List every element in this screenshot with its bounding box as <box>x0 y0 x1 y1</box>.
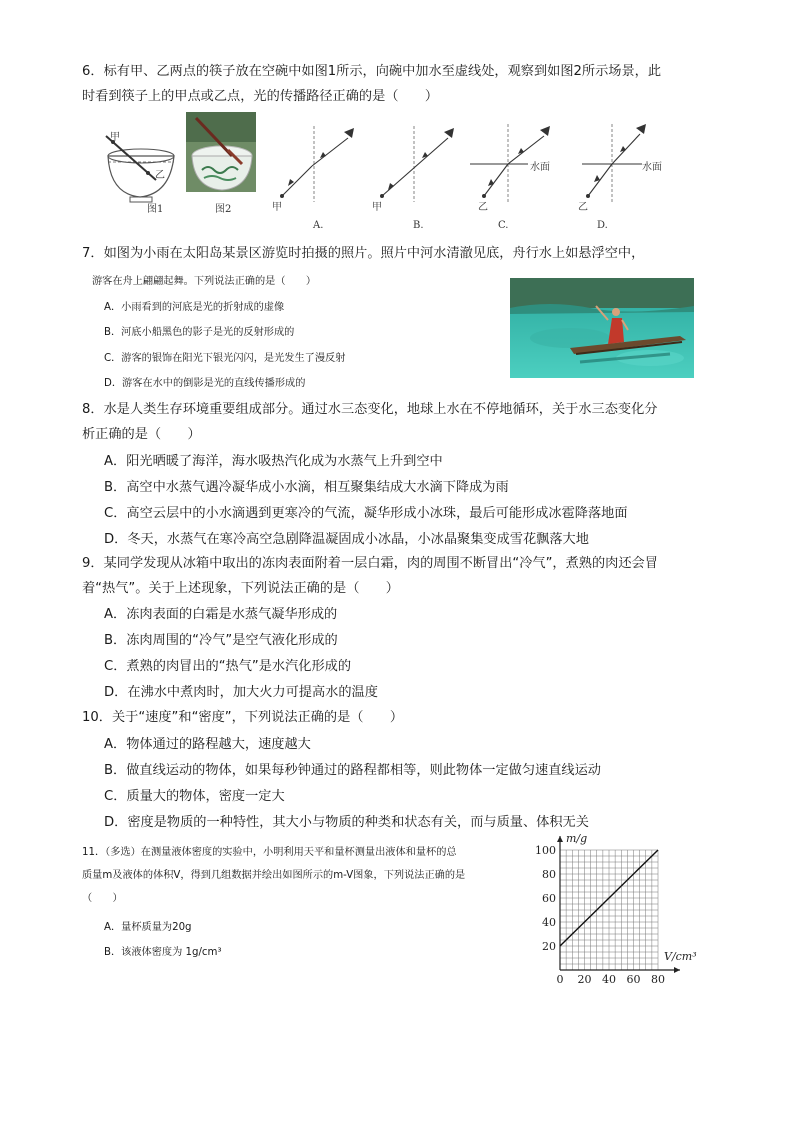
fig2-caption: 图2 <box>215 204 232 215</box>
option-d-label: D. <box>597 220 608 231</box>
q9-option-a: A．冻肉表面的白霜是水蒸气凝华形成的 <box>104 607 338 622</box>
q6-figure2-photo <box>186 112 256 192</box>
x-axis-arrow <box>674 967 680 973</box>
y-tick-label: 80 <box>542 868 556 881</box>
x-tick-label: 20 <box>577 973 592 986</box>
q6-line2: 时看到筷子上的甲点或乙点，光的传播路径正确的是（ ） <box>82 89 439 104</box>
q7-line1: 7．如图为小雨在太阳岛某景区游览时拍摄的照片。照片中河水清澈见底，舟行水上如悬浮空中， <box>82 246 645 261</box>
y-tick-label: 40 <box>542 916 556 929</box>
q7-line2: 游客在舟上翩翩起舞。下列说法正确的是（ ） <box>92 276 317 287</box>
y-tick-label: 60 <box>542 892 556 905</box>
q7-option-d: D．游客在水中的倒影是光的直线传播形成的 <box>104 378 306 389</box>
q6-option-b-diagram <box>368 124 458 204</box>
x-tick-label: 80 <box>651 973 665 986</box>
q9-line2: 着“热气”。关于上述现象，下列说法正确的是（ ） <box>82 581 399 596</box>
x-tick-label: 60 <box>626 973 641 986</box>
fig1-jia-label: 甲 <box>110 132 120 143</box>
q7-photo <box>510 278 694 378</box>
q9-option-c: C．煮熟的肉冒出的“热气”是水汽化形成的 <box>104 659 352 674</box>
option-d-yi-label: 乙 <box>578 202 588 213</box>
q6-option-a-diagram <box>268 124 358 204</box>
option-c-yi-label: 乙 <box>478 202 488 213</box>
y-axis-label: m/g <box>566 832 588 845</box>
option-a-jia-label: 甲 <box>272 202 282 213</box>
q11-line3: （ ） <box>82 893 123 904</box>
q9-option-b: B．冻肉周围的“冷气”是空气液化形成的 <box>104 633 338 648</box>
option-b-label: B. <box>413 220 424 231</box>
q10-option-a: A．物体通过的路程越大，速度越大 <box>104 737 311 752</box>
q7-option-b: B．河底小船黑色的影子是光的反射形成的 <box>104 327 295 338</box>
fig1-caption: 图1 <box>147 204 164 215</box>
option-b-jia-label: 甲 <box>372 202 382 213</box>
x-tick-label: 40 <box>602 973 616 986</box>
fig1-yi-label: 乙 <box>155 170 165 181</box>
q7-option-c: C．游客的银饰在阳光下银光闪闪，是光发生了漫反射 <box>104 353 346 364</box>
q7-option-a: A．小雨看到的河底是光的折射成的虚像 <box>104 302 285 313</box>
q8-line2: 析正确的是（ ） <box>82 427 201 442</box>
option-c-label: C. <box>498 220 509 231</box>
y-axis-arrow <box>557 836 563 842</box>
q11-mv-chart <box>530 830 710 988</box>
x-axis-label: V/cm³ <box>664 950 697 963</box>
q10-option-c: C．质量大的物体，密度一定大 <box>104 789 285 804</box>
q9-option-d: D．在沸水中煮肉时，加大火力可提高水的温度 <box>104 685 378 700</box>
q8-option-d: D．冬天，水蒸气在寒冷高空急剧降温凝固成小冰晶，小冰晶聚集变成雪花飘落大地 <box>104 532 589 547</box>
q8-option-a: A．阳光晒暖了海洋，海水吸热汽化成为水蒸气上升到空中 <box>104 454 443 469</box>
q10-option-b: B．做直线运动的物体，如果每秒钟通过的路程都相等，则此物体一定做匀速直线运动 <box>104 763 601 778</box>
q11-line1: 11．（多选）在测量液体密度的实验中，小明利用天平和量杯测量出液体和量杯的总 <box>82 847 457 858</box>
q6-option-d-diagram <box>578 122 678 204</box>
q11-line2: 质量m及液体的体积V，得到几组数据并绘出如图所示的m-V图象，下列说法正确的是 <box>82 870 466 881</box>
q8-line1: 8．水是人类生存环境重要组成部分。通过水三态变化，地球上水在不停地循环，关于水三态变化分 <box>82 402 658 417</box>
q8-option-c: C．高空云层中的小水滴遇到更寒冷的气流，凝华形成小冰珠，最后可能形成冰雹降落地面 <box>104 506 628 521</box>
option-d-water-label: 水面 <box>642 162 662 173</box>
q6-line1: 6．标有甲、乙两点的筷子放在空碗中如图1所示，向碗中加水至虚线处，观察到如图2所示场景，此 <box>82 64 662 79</box>
q10-option-d: D．密度是物质的一种特性，其大小与物质的种类和状态有关，而与质量、体积无关 <box>104 815 589 830</box>
q9-line1: 9．某同学发现从冰箱中取出的冻肉表面附着一层白霜，肉的周围不断冒出“冷气”，煮熟的肉还会冒 <box>82 556 658 571</box>
x-tick-label: 0 <box>556 973 564 986</box>
q11-option-b: B．该液体密度为 1g/cm³ <box>104 947 222 958</box>
q8-option-b: B．高空中水蒸气遇冷凝华成小水滴，相互聚集结成大水滴下降成为雨 <box>104 480 509 495</box>
y-tick-label: 20 <box>542 940 556 953</box>
q10-line1: 10．关于“速度”和“密度”，下列说法正确的是（ ） <box>82 710 404 725</box>
option-a-label: A. <box>313 220 324 231</box>
q11-option-a: A．量杯质量为20g <box>104 922 192 933</box>
y-tick-label: 100 <box>535 844 556 857</box>
option-c-water-label: 水面 <box>530 162 550 173</box>
